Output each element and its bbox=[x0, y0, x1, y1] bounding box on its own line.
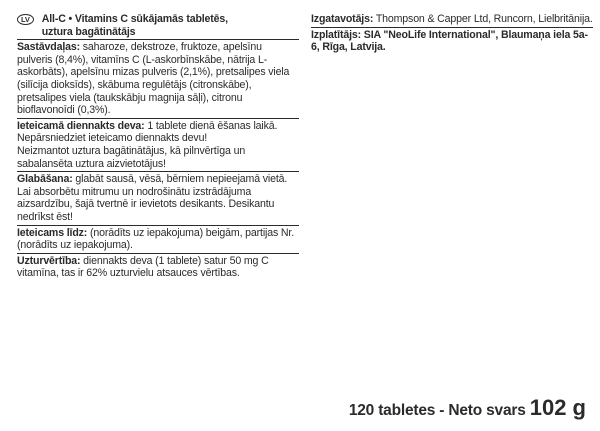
company-column bbox=[311, 12, 593, 55]
distributor-label: Izplatītājs: bbox=[311, 28, 361, 41]
dose-text: 1 tablete dienā ēšanas laikā. bbox=[144, 119, 278, 132]
product-title-line2: uztura bagātinātājs bbox=[41, 25, 136, 38]
best-before-label: Ieteicams līdz: bbox=[17, 226, 88, 239]
quantity-text: 120 tabletes - Neto svars bbox=[348, 402, 530, 419]
dose-label: Ieteicamā diennakts deva: bbox=[17, 119, 145, 132]
manufacturer-text: Thompson & Capper Ltd, Runcorn, Lielbritānija. bbox=[373, 13, 593, 25]
ingredients-label: Sastāvdaļas: bbox=[17, 41, 80, 54]
language-badge: LV bbox=[17, 14, 34, 25]
dose-section bbox=[17, 119, 299, 172]
net-weight-line bbox=[349, 395, 586, 421]
best-before-section bbox=[17, 226, 299, 254]
warning-dose: Nepārsniedziet ieteicamo diennakts devu! bbox=[17, 132, 208, 145]
best-before-text: (norādīts uz iepakojuma) beigām, partijas Nr. (norādīts uz iepakojuma). bbox=[17, 226, 295, 252]
warning-substitute: Neizmantot uztura bagātinātājus, kā pilnvērtīga un sabalansēta uztura aizvietotājus! bbox=[17, 144, 246, 170]
product-title-line1: All-C • Vitamins C sūkājamās tabletēs, bbox=[41, 13, 228, 25]
manufacturer-section bbox=[311, 12, 593, 28]
nutrition-text: diennakts deva (1 tablete) satur 50 mg C vitamīna, tas ir 62% uzturvielu atsauces vērtības. bbox=[17, 254, 269, 280]
distributor-text: SIA "NeoLife International", Blaumaņa iela 5a-6, Rīga, Latvija. bbox=[311, 28, 588, 54]
net-weight: 102 g bbox=[529, 395, 586, 420]
storage-text: glabāt sausā, vēsā, bērniem nepieejamā vietā. Lai absorbētu mitrumu un nodrošinātu izstrādājuma aizsardzību, šajā tvertnē ir ievietots desikants. Desikantu nedrīkst ēst! bbox=[17, 173, 288, 223]
lv-label-column bbox=[17, 12, 299, 281]
storage-section bbox=[17, 172, 299, 225]
nutrition-section bbox=[17, 254, 299, 281]
storage-label: Glabāšana: bbox=[17, 173, 73, 186]
distributor-section bbox=[311, 28, 593, 55]
nutrition-label: Uzturvērtība: bbox=[17, 254, 81, 267]
manufacturer-label: Izgatavotājs: bbox=[311, 13, 374, 25]
ingredients-text: saharoze, dekstroze, fruktoze, apelsīnu pulveris (8,4%), vitamīns C (L-askorbīnskābe, nātrija L-askorbāts), apelsīnu mizas pulveris (2,1%), pretsalipes viela (silīcija dioksīds), skābuma regulētājs (citronskābe), pretsalipes viela (taukskābju magnija sāļi), citronu bioflavonoīdi (0,3%). bbox=[17, 41, 290, 117]
product-title bbox=[42, 13, 228, 38]
product-header bbox=[17, 12, 299, 40]
dose-line bbox=[17, 120, 299, 133]
ingredients-section bbox=[17, 40, 299, 119]
